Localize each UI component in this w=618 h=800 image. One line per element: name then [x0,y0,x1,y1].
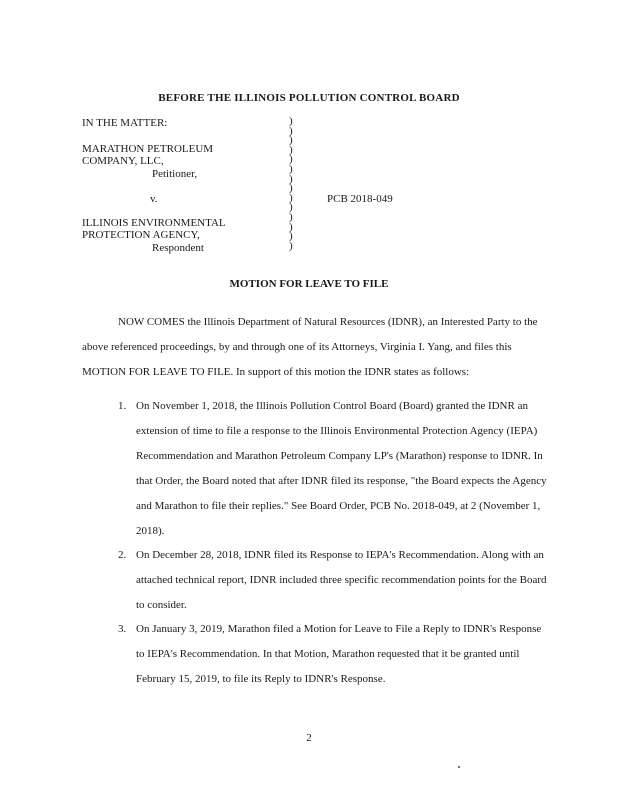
caption-parenthesis-column [289,117,293,251]
parenthesis: ) [289,134,293,147]
petitioner-name-line2: COMPANY, LLC, [82,155,164,167]
parenthesis: ) [289,210,293,223]
parenthesis: ) [289,162,293,175]
parenthesis: ) [289,191,293,204]
parenthesis: ) [289,182,293,195]
parenthesis: ) [289,230,293,243]
scan-speck [458,766,460,768]
item-line: Recommendation and Marathon Petroleum Company LP's (Marathon) response to IDNR. In [136,450,543,462]
item-line: extension of time to file a response to the Illinois Environmental Protection Agency (IEPA) [136,425,538,437]
parenthesis: ) [289,220,293,233]
item-line: attached technical report, IDNR included three specific recommendation points for the Board [136,574,547,586]
versus-label: v. [150,193,158,205]
page-number: 2 [306,732,312,744]
item-number: 2. [118,549,127,561]
item-line: to IEPA's Recommendation. In that Motion, Marathon requested that it be granted until [136,648,520,660]
respondent-name-line1: ILLINOIS ENVIRONMENTAL [82,217,226,229]
item-line: February 15, 2019, to file its Reply to IDNR's Response. [136,673,386,685]
in-the-matter-label: IN THE MATTER: [82,117,168,129]
intro-line: NOW COMES the Illinois Department of Natural Resources (IDNR), an Interested Party to the [118,316,538,328]
parenthesis: ) [289,172,293,185]
item-number: 1. [118,400,127,412]
parenthesis: ) [289,124,293,137]
board-heading: BEFORE THE ILLINOIS POLLUTION CONTROL BOARD [158,92,460,104]
motion-title: MOTION FOR LEAVE TO FILE [229,278,389,290]
item-line: On December 28, 2018, IDNR filed its Response to IEPA's Recommendation. Along with an [136,549,544,561]
petitioner-role: Petitioner, [152,168,198,180]
item-line: On January 3, 2019, Marathon filed a Motion for Leave to File a Reply to IDNR's Response [136,623,542,635]
parenthesis: ) [289,143,293,156]
petitioner-name-line1: MARATHON PETROLEUM [82,143,214,155]
intro-line: above referenced proceedings, by and through one of its Attorneys, Virginia I. Yang, and files this [82,341,512,353]
parenthesis: ) [289,153,293,166]
parenthesis: ) [289,201,293,214]
item-line: On November 1, 2018, the Illinois Pollution Control Board (Board) granted the IDNR an [136,400,528,412]
case-number: PCB 2018-049 [327,193,393,205]
parenthesis: ) [289,239,293,252]
item-line: to consider. [136,599,187,611]
item-line: and Marathon to file their replies." See Board Order, PCB No. 2018-049, at 2 (November 1, [136,500,541,512]
respondent-name-line2: PROTECTION AGENCY, [82,229,200,241]
item-number: 3. [118,623,127,635]
respondent-role: Respondent [152,242,204,254]
item-line: that Order, the Board noted that after IDNR filed its response, "the Board expects the Agency [136,475,547,487]
item-line: 2018). [136,525,165,537]
parenthesis: ) [289,115,293,127]
intro-line: MOTION FOR LEAVE TO FILE. In support of this motion the IDNR states as follows: [82,366,470,378]
